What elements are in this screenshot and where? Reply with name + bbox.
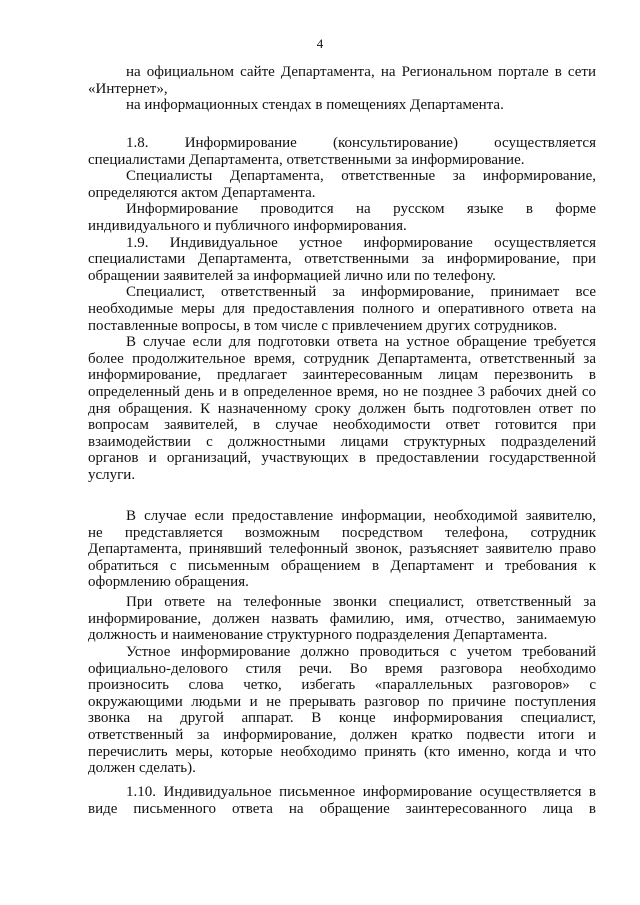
text-line: индивидуального и публичного информирования.: [88, 217, 407, 234]
text-line: При ответе на телефонные звонки специалист, ответственный за: [126, 594, 596, 610]
text-block: [88, 594, 596, 644]
text-line: окружающими людьми и не прерывать разговор по причине поступления: [88, 693, 596, 710]
text-line: взаимодействии с должностными лицами структурных подразделений: [88, 433, 596, 450]
text-line: обращении заявителей за информацией лично или по телефону.: [88, 267, 496, 284]
text-line: более продолжительное время, сотрудник Департамента, ответственный за: [88, 350, 596, 367]
text-line: «Интернет»,: [88, 80, 168, 97]
text-line: на официальном сайте Департамента, на Региональном портале в сети: [126, 64, 596, 80]
text-line: информирование, предлагает заинтересованным лицам перезвонить в: [88, 367, 596, 384]
text-line: 1.9. Индивидуальное устное информирование осуществляется: [126, 234, 596, 251]
text-line: Устное информирование должно проводиться с учетом требований: [126, 644, 596, 660]
text-line: произносить слова четко, избегать «параллельных разговоров» с: [88, 677, 596, 694]
text-line: официально-делового стиля речи. Во время разговора необходимо: [88, 660, 596, 677]
text-line: поставленные вопросы, в том числе с привлечением других сотрудников.: [88, 317, 558, 334]
text-line: на информационных стендах в помещениях Департамента.: [126, 97, 504, 114]
text-line: ответственный за информирование, должен кратко подвести итоги и: [88, 726, 596, 743]
text-line: В случае если предоставление информации, необходимой заявителю,: [126, 508, 596, 524]
text-line: органов и организаций, участвующих в предоставлении государственной: [88, 450, 596, 467]
text-line: необходимые меры для предоставления полного и оперативного ответа на: [88, 300, 596, 317]
text-line: обратиться с письменным обращением в Департамент и требования к: [88, 557, 596, 574]
text-line: дня обращения. К назначенному сроку должен быть подготовлен ответ по: [88, 400, 596, 417]
text-line: Специалисты Департамента, ответственные за информирование,: [126, 168, 596, 185]
text-line: должен сделать).: [88, 760, 196, 777]
text-block: [88, 64, 596, 114]
text-line: Департамента, принявший телефонный звонок, разъясняет заявителю право: [88, 541, 596, 558]
text-block: [88, 508, 596, 591]
text-block: [88, 644, 596, 777]
text-block: [88, 135, 596, 483]
text-line: В случае если для подготовки ответа на устное обращение требуется: [126, 334, 596, 351]
text-line: не представляется возможным посредством телефона, сотрудник: [88, 524, 596, 541]
text-line: определяются актом Департамента.: [88, 184, 316, 201]
text-line: 1.8. Информирование (консультирование) осуществляется: [126, 135, 596, 151]
text-line: специалистами Департамента, ответственными за информирование, при: [88, 251, 596, 268]
text-line: Специалист, ответственный за информирование, принимает все: [126, 284, 596, 301]
text-line: вопросам заявителей, в случае необходимости ответ готовится при: [88, 417, 596, 434]
text-line: перечислить меры, которые необходимо принять (кто именно, когда и что: [88, 743, 596, 760]
text-line: информирование, должен назвать фамилию, имя, отчество, занимаемую: [88, 610, 596, 627]
text-line: оформлению обращения.: [88, 574, 249, 591]
text-line: услуги.: [88, 466, 136, 483]
text-line: должность и наименование структурного подразделения Департамента.: [88, 627, 548, 644]
text-line: виде письменного ответа на обращение заинтересованного лица в: [88, 800, 596, 817]
text-line: Информирование проводится на русском языке в форме: [126, 201, 596, 218]
text-line: звонка на другой аппарат. В конце информирования специалист,: [88, 710, 596, 727]
page-number: 4: [316, 36, 324, 51]
text-line: специалистами Департамента, ответственными за информирование.: [88, 151, 525, 168]
text-line: определенный день и в определенное время, но не позднее 3 рабочих дней со: [88, 383, 596, 400]
text-line: 1.10. Индивидуальное письменное информирование осуществляется в: [126, 784, 596, 800]
text-block: [88, 784, 596, 817]
